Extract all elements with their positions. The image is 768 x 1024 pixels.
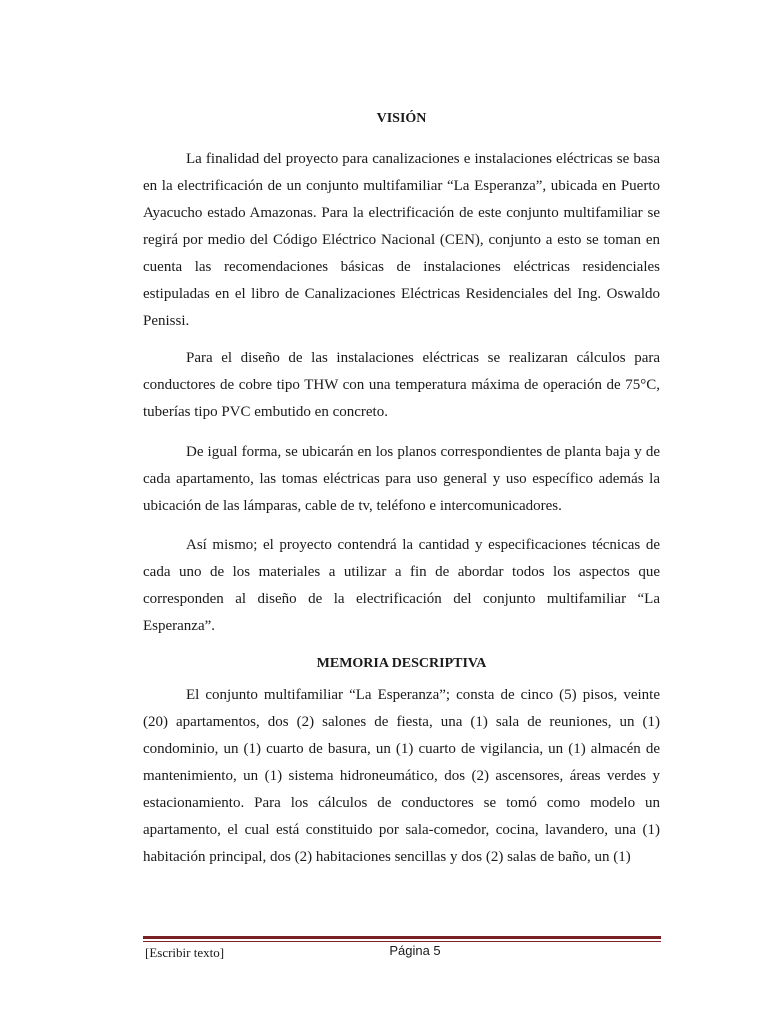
page-number: Página 5 (389, 943, 441, 958)
paragraph-text: La finalidad del proyecto para canalizaciones e instalaciones eléctricas se basa en la electrificación de un conjunto multifamiliar “La Esperanza”, ubicada en Puerto Ayacucho estado Amazonas. Para la electrificación de este conjunto multifamiliar se regirá por medio del Código Eléctrico Nacional (CEN), conjunto a esto se toman en cuenta las recomendaciones básicas de instalaciones eléctricas residenciales estipuladas en el libro de Canalizaciones Eléctricas Residenciales del Ing. Oswaldo Penissi. (143, 151, 660, 329)
paragraph-conjunto (143, 682, 660, 871)
heading-vision: VISIÓN (376, 111, 427, 126)
paragraph-text: Para el diseño de las instalaciones eléctricas se realizaran cálculos para conductores de cobre tipo THW con una temperatura máxima de operación de 75°C, tuberías tipo PVC embutido en concreto. (143, 350, 660, 420)
heading-memoria-descriptiva: MEMORIA DESCRIPTIVA (316, 656, 487, 671)
paragraph-planos (143, 439, 660, 520)
paragraph-text: Así mismo; el proyecto contendrá la cantidad y especificaciones técnicas de cada uno de los materiales a utilizar a fin de abordar todos los aspectos que corresponden al diseño de la electrificación del conjunto multifamiliar “La Esperanza”. (143, 537, 660, 634)
paragraph-text: De igual forma, se ubicarán en los planos correspondientes de planta baja y de cada apartamento, las tomas eléctricas para uso general y uso específico además la ubicación de las lámparas, cable de tv, teléfono e intercomunicadores. (143, 444, 660, 514)
paragraph-diseno (143, 345, 660, 426)
footer-divider-thick (143, 936, 661, 939)
paragraph-materiales (143, 532, 660, 640)
paragraph-finalidad (143, 146, 660, 335)
paragraph-text: El conjunto multifamiliar “La Esperanza”; consta de cinco (5) pisos, veinte (20) apartamentos, dos (2) salones de fiesta, una (1) sala de reuniones, un (1) condominio, un (1) cuarto de basura, un (1) cuarto de vigilancia, un (1) almacén de mantenimiento, un (1) sistema hidroneumático, dos (2) ascensores, áreas verdes y estacionamiento. Para los cálculos de conductores se tomó como modelo un apartamento, el cual está constituido por sala-comedor, cocina, lavandero, una (1) habitación principal, dos (2) habitaciones sencillas y dos (2) salas de baño, un (1) (143, 687, 660, 865)
footer-placeholder-text[interactable]: [Escribir texto] (145, 945, 225, 960)
